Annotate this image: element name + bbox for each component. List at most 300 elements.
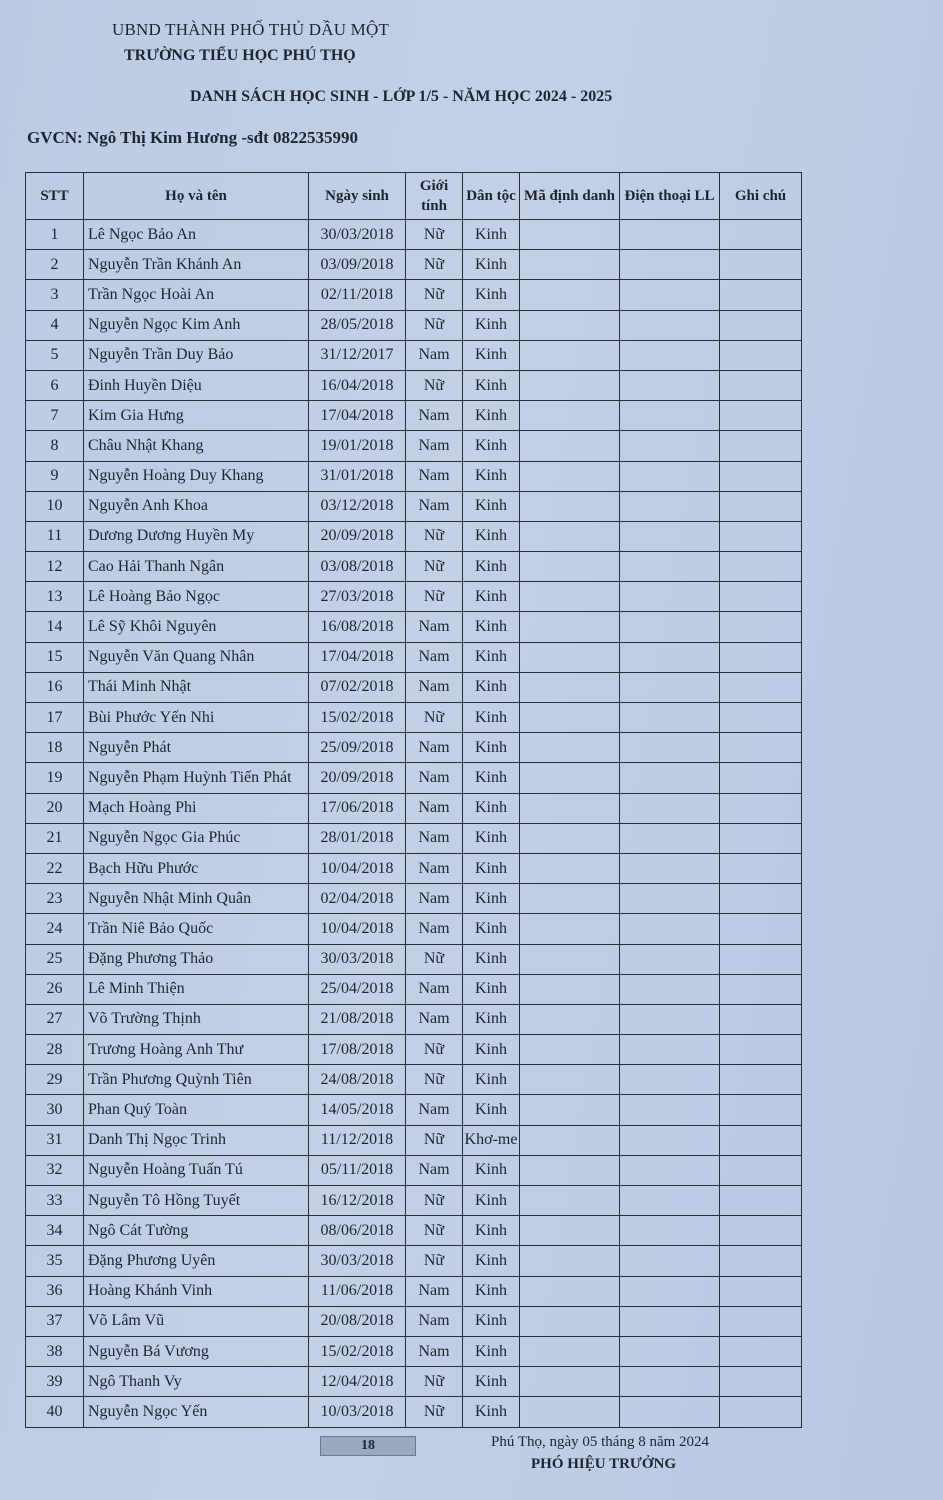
ethnic-cell: Kinh <box>463 1216 520 1246</box>
name-cell: Nguyễn Phát <box>84 733 309 763</box>
note-cell <box>720 1246 802 1276</box>
name-cell: Võ Lâm Vũ <box>84 1306 309 1336</box>
dob-cell: 10/04/2018 <box>309 853 406 883</box>
gender-cell: Nữ <box>406 1065 463 1095</box>
name-cell: Nguyễn Bá Vương <box>84 1336 309 1366</box>
gender-cell: Nam <box>406 763 463 793</box>
gender-cell: Nam <box>406 974 463 1004</box>
note-cell <box>720 521 802 551</box>
ethnic-cell: Kinh <box>463 853 520 883</box>
id-cell <box>520 823 620 853</box>
id-cell <box>520 310 620 340</box>
gender-cell: Nữ <box>406 1186 463 1216</box>
ethnic-cell: Kinh <box>463 763 520 793</box>
gender-cell: Nữ <box>406 552 463 582</box>
ethnic-cell: Kinh <box>463 552 520 582</box>
name-cell: Ngô Cát Tường <box>84 1216 309 1246</box>
gender-cell: Nam <box>406 853 463 883</box>
ethnic-cell: Kinh <box>463 1035 520 1065</box>
table-row <box>26 914 802 944</box>
phone-cell <box>620 340 720 370</box>
stt-cell: 15 <box>26 642 84 672</box>
note-cell <box>720 944 802 974</box>
ethnic-cell: Kinh <box>463 431 520 461</box>
dob-cell: 21/08/2018 <box>309 1004 406 1034</box>
ethnic-cell: Kinh <box>463 310 520 340</box>
id-cell <box>520 1004 620 1034</box>
stt-cell: 26 <box>26 974 84 1004</box>
name-cell: Trần Phương Quỳnh Tiên <box>84 1065 309 1095</box>
name-cell: Nguyễn Ngọc Gia Phúc <box>84 823 309 853</box>
dob-cell: 19/01/2018 <box>309 431 406 461</box>
phone-cell <box>620 1035 720 1065</box>
id-cell <box>520 763 620 793</box>
name-cell: Nguyễn Phạm Huỳnh Tiến Phát <box>84 763 309 793</box>
phone-cell <box>620 220 720 250</box>
gender-cell: Nam <box>406 1306 463 1336</box>
id-cell <box>520 612 620 642</box>
gender-cell: Nam <box>406 612 463 642</box>
dob-cell: 10/04/2018 <box>309 914 406 944</box>
ethnic-cell: Kinh <box>463 1246 520 1276</box>
dob-cell: 02/11/2018 <box>309 280 406 310</box>
note-cell <box>720 370 802 400</box>
note-cell <box>720 914 802 944</box>
stt-cell: 25 <box>26 944 84 974</box>
dob-cell: 27/03/2018 <box>309 582 406 612</box>
table-row <box>26 521 802 551</box>
note-cell <box>720 703 802 733</box>
phone-cell <box>620 763 720 793</box>
id-cell <box>520 974 620 1004</box>
name-cell: Lê Hoàng Bảo Ngọc <box>84 582 309 612</box>
stt-cell: 33 <box>26 1186 84 1216</box>
dob-cell: 11/06/2018 <box>309 1276 406 1306</box>
ethnic-cell: Kinh <box>463 672 520 702</box>
dob-cell: 28/01/2018 <box>309 823 406 853</box>
phone-cell <box>620 310 720 340</box>
ethnic-cell: Kinh <box>463 461 520 491</box>
table-row <box>26 642 802 672</box>
col-header-dob: Ngày sinh <box>309 173 406 220</box>
gender-cell: Nữ <box>406 280 463 310</box>
note-cell <box>720 491 802 521</box>
stt-cell: 20 <box>26 793 84 823</box>
ethnic-cell: Kinh <box>463 370 520 400</box>
stt-cell: 27 <box>26 1004 84 1034</box>
ethnic-cell: Kinh <box>463 1276 520 1306</box>
note-cell <box>720 853 802 883</box>
phone-cell <box>620 431 720 461</box>
id-cell <box>520 401 620 431</box>
note-cell <box>720 401 802 431</box>
gender-cell: Nữ <box>406 1397 463 1427</box>
gender-cell: Nữ <box>406 944 463 974</box>
table-row <box>26 1095 802 1125</box>
dob-cell: 08/06/2018 <box>309 1216 406 1246</box>
id-cell <box>520 884 620 914</box>
phone-cell <box>620 642 720 672</box>
stt-cell: 21 <box>26 823 84 853</box>
signer-title: PHÓ HIỆU TRƯỞNG <box>531 1456 677 1472</box>
stt-cell: 18 <box>26 733 84 763</box>
table-row <box>26 1306 802 1336</box>
table-row <box>26 853 802 883</box>
dob-cell: 12/04/2018 <box>309 1367 406 1397</box>
ethnic-cell: Kinh <box>463 1397 520 1427</box>
dob-cell: 16/08/2018 <box>309 612 406 642</box>
page-number: 18 <box>320 1436 416 1456</box>
phone-cell <box>620 370 720 400</box>
id-cell <box>520 370 620 400</box>
gender-cell: Nam <box>406 642 463 672</box>
name-cell: Lê Sỹ Khôi Nguyên <box>84 612 309 642</box>
ethnic-cell: Kinh <box>463 220 520 250</box>
table-row <box>26 1125 802 1155</box>
note-cell <box>720 1155 802 1185</box>
stt-cell: 6 <box>26 370 84 400</box>
dob-cell: 31/01/2018 <box>309 461 406 491</box>
col-header-phone: Điện thoại LL <box>620 173 720 220</box>
table-row <box>26 1155 802 1185</box>
table-row <box>26 1216 802 1246</box>
id-cell <box>520 582 620 612</box>
dob-cell: 03/08/2018 <box>309 552 406 582</box>
stt-cell: 2 <box>26 250 84 280</box>
stt-cell: 39 <box>26 1367 84 1397</box>
name-cell: Lê Minh Thiện <box>84 974 309 1004</box>
table-row <box>26 280 802 310</box>
stt-cell: 10 <box>26 491 84 521</box>
stt-cell: 23 <box>26 884 84 914</box>
ethnic-cell: Kinh <box>463 1336 520 1366</box>
id-cell <box>520 1095 620 1125</box>
dob-cell: 10/03/2018 <box>309 1397 406 1427</box>
gender-cell: Nam <box>406 733 463 763</box>
phone-cell <box>620 552 720 582</box>
id-cell <box>520 1397 620 1427</box>
name-cell: Đặng Phương Thảo <box>84 944 309 974</box>
name-cell: Võ Trường Thịnh <box>84 1004 309 1034</box>
stt-cell: 30 <box>26 1095 84 1125</box>
note-cell <box>720 733 802 763</box>
phone-cell <box>620 491 720 521</box>
gender-cell: Nam <box>406 1095 463 1125</box>
ethnic-cell: Kinh <box>463 521 520 551</box>
ethnic-cell: Kinh <box>463 793 520 823</box>
note-cell <box>720 250 802 280</box>
ethnic-cell: Kinh <box>463 491 520 521</box>
phone-cell <box>620 461 720 491</box>
stt-cell: 16 <box>26 672 84 702</box>
name-cell: Dương Dương Huyền My <box>84 521 309 551</box>
stt-cell: 22 <box>26 853 84 883</box>
stt-cell: 37 <box>26 1306 84 1336</box>
phone-cell <box>620 672 720 702</box>
phone-cell <box>620 1306 720 1336</box>
dob-cell: 20/08/2018 <box>309 1306 406 1336</box>
id-cell <box>520 491 620 521</box>
id-cell <box>520 1306 620 1336</box>
table-row <box>26 974 802 1004</box>
ethnic-cell: Kinh <box>463 974 520 1004</box>
name-cell: Nguyễn Văn Quang Nhân <box>84 642 309 672</box>
table-row <box>26 431 802 461</box>
phone-cell <box>620 1125 720 1155</box>
id-cell <box>520 220 620 250</box>
note-cell <box>720 793 802 823</box>
ethnic-cell: Kinh <box>463 582 520 612</box>
name-cell: Lê Ngọc Bảo An <box>84 220 309 250</box>
note-cell <box>720 280 802 310</box>
name-cell: Nguyễn Ngọc Yến <box>84 1397 309 1427</box>
stt-cell: 40 <box>26 1397 84 1427</box>
table-row <box>26 1336 802 1366</box>
document-title: DANH SÁCH HỌC SINH - LỚP 1/5 - NĂM HỌC 2024 - 2025 <box>190 88 613 105</box>
note-cell <box>720 310 802 340</box>
note-cell <box>720 431 802 461</box>
phone-cell <box>620 521 720 551</box>
dob-cell: 24/08/2018 <box>309 1065 406 1095</box>
col-header-ethnic: Dân tộc <box>463 173 520 220</box>
dob-cell: 17/04/2018 <box>309 642 406 672</box>
note-cell <box>720 1095 802 1125</box>
dob-cell: 07/02/2018 <box>309 672 406 702</box>
phone-cell <box>620 974 720 1004</box>
note-cell <box>720 1367 802 1397</box>
ethnic-cell: Kinh <box>463 642 520 672</box>
dob-cell: 20/09/2018 <box>309 521 406 551</box>
name-cell: Nguyễn Nhật Minh Quân <box>84 884 309 914</box>
phone-cell <box>620 914 720 944</box>
table-header-row <box>26 173 802 220</box>
name-cell: Đặng Phương Uyên <box>84 1246 309 1276</box>
ethnic-cell: Kinh <box>463 733 520 763</box>
note-cell <box>720 1125 802 1155</box>
dob-cell: 17/06/2018 <box>309 793 406 823</box>
gender-cell: Nam <box>406 884 463 914</box>
stt-cell: 35 <box>26 1246 84 1276</box>
gender-cell: Nam <box>406 672 463 702</box>
ethnic-cell: Kinh <box>463 250 520 280</box>
dob-cell: 16/12/2018 <box>309 1186 406 1216</box>
id-cell <box>520 461 620 491</box>
phone-cell <box>620 733 720 763</box>
name-cell: Nguyễn Ngọc Kim Anh <box>84 310 309 340</box>
dob-cell: 17/04/2018 <box>309 401 406 431</box>
note-cell <box>720 1186 802 1216</box>
ethnic-cell: Kinh <box>463 401 520 431</box>
phone-cell <box>620 823 720 853</box>
dob-cell: 15/02/2018 <box>309 1336 406 1366</box>
name-cell: Nguyễn Anh Khoa <box>84 491 309 521</box>
phone-cell <box>620 612 720 642</box>
phone-cell <box>620 944 720 974</box>
stt-cell: 5 <box>26 340 84 370</box>
dob-cell: 02/04/2018 <box>309 884 406 914</box>
id-cell <box>520 914 620 944</box>
stt-cell: 9 <box>26 461 84 491</box>
table-row <box>26 1186 802 1216</box>
note-cell <box>720 340 802 370</box>
gender-cell: Nam <box>406 1276 463 1306</box>
ethnic-cell: Kinh <box>463 944 520 974</box>
gender-cell: Nữ <box>406 521 463 551</box>
note-cell <box>720 1065 802 1095</box>
id-cell <box>520 250 620 280</box>
table-row <box>26 612 802 642</box>
name-cell: Trương Hoàng Anh Thư <box>84 1035 309 1065</box>
ethnic-cell: Kinh <box>463 280 520 310</box>
dob-cell: 25/04/2018 <box>309 974 406 1004</box>
col-header-note: Ghi chú <box>720 173 802 220</box>
ethnic-cell: Kinh <box>463 914 520 944</box>
stt-cell: 1 <box>26 220 84 250</box>
gender-cell: Nam <box>406 1155 463 1185</box>
phone-cell <box>620 582 720 612</box>
id-cell <box>520 1367 620 1397</box>
note-cell <box>720 1276 802 1306</box>
note-cell <box>720 672 802 702</box>
ethnic-cell: Kinh <box>463 1367 520 1397</box>
table-row <box>26 1397 802 1427</box>
dob-cell: 03/12/2018 <box>309 491 406 521</box>
org-line-1: UBND THÀNH PHỐ THỦ DẦU MỘT <box>112 20 390 39</box>
ethnic-cell: Kinh <box>463 1095 520 1125</box>
col-header-gender: Giới tính <box>406 173 463 220</box>
id-cell <box>520 944 620 974</box>
note-cell <box>720 582 802 612</box>
stt-cell: 34 <box>26 1216 84 1246</box>
gender-cell: Nam <box>406 431 463 461</box>
note-cell <box>720 1004 802 1034</box>
id-cell <box>520 1276 620 1306</box>
name-cell: Nguyễn Hoàng Duy Khang <box>84 461 309 491</box>
id-cell <box>520 642 620 672</box>
stt-cell: 28 <box>26 1035 84 1065</box>
name-cell: Kim Gia Hưng <box>84 401 309 431</box>
note-cell <box>720 884 802 914</box>
dob-cell: 31/12/2017 <box>309 340 406 370</box>
id-cell <box>520 703 620 733</box>
table-row <box>26 1065 802 1095</box>
gender-cell: Nam <box>406 491 463 521</box>
phone-cell <box>620 280 720 310</box>
student-table <box>25 172 802 1428</box>
gender-cell: Nữ <box>406 310 463 340</box>
stt-cell: 8 <box>26 431 84 461</box>
ethnic-cell: Kinh <box>463 1186 520 1216</box>
table-row <box>26 793 802 823</box>
phone-cell <box>620 1336 720 1366</box>
ethnic-cell: Kinh <box>463 703 520 733</box>
table-row <box>26 401 802 431</box>
note-cell <box>720 1035 802 1065</box>
dob-cell: 20/09/2018 <box>309 763 406 793</box>
table-row <box>26 491 802 521</box>
note-cell <box>720 552 802 582</box>
gender-cell: Nữ <box>406 1125 463 1155</box>
note-cell <box>720 612 802 642</box>
note-cell <box>720 1336 802 1366</box>
stt-cell: 24 <box>26 914 84 944</box>
ethnic-cell: Kinh <box>463 1155 520 1185</box>
table-row <box>26 733 802 763</box>
dob-cell: 30/03/2018 <box>309 220 406 250</box>
note-cell <box>720 1397 802 1427</box>
gender-cell: Nam <box>406 461 463 491</box>
stt-cell: 32 <box>26 1155 84 1185</box>
id-cell <box>520 1186 620 1216</box>
table-row <box>26 1276 802 1306</box>
stt-cell: 29 <box>26 1065 84 1095</box>
phone-cell <box>620 1065 720 1095</box>
id-cell <box>520 672 620 702</box>
phone-cell <box>620 1186 720 1216</box>
name-cell: Nguyễn Hoàng Tuấn Tú <box>84 1155 309 1185</box>
id-cell <box>520 340 620 370</box>
id-cell <box>520 1246 620 1276</box>
col-header-stt: STT <box>26 173 84 220</box>
ethnic-cell: Kinh <box>463 884 520 914</box>
id-cell <box>520 1035 620 1065</box>
org-line-2: TRƯỜNG TIỂU HỌC PHÚ THỌ <box>124 47 356 64</box>
id-cell <box>520 1155 620 1185</box>
phone-cell <box>620 1095 720 1125</box>
dob-cell: 30/03/2018 <box>309 944 406 974</box>
table-row <box>26 461 802 491</box>
name-cell: Trần Niê Bảo Quốc <box>84 914 309 944</box>
dob-cell: 15/02/2018 <box>309 703 406 733</box>
id-cell <box>520 1336 620 1366</box>
dob-cell: 05/11/2018 <box>309 1155 406 1185</box>
table-row <box>26 763 802 793</box>
id-cell <box>520 733 620 763</box>
phone-cell <box>620 1155 720 1185</box>
table-row <box>26 220 802 250</box>
phone-cell <box>620 401 720 431</box>
note-cell <box>720 1306 802 1336</box>
gender-cell: Nam <box>406 1336 463 1366</box>
name-cell: Hoàng Khánh Vinh <box>84 1276 309 1306</box>
gender-cell: Nam <box>406 340 463 370</box>
table-row <box>26 823 802 853</box>
name-cell: Bạch Hữu Phước <box>84 853 309 883</box>
id-cell <box>520 1065 620 1095</box>
phone-cell <box>620 1216 720 1246</box>
ethnic-cell: Kinh <box>463 340 520 370</box>
table-row <box>26 552 802 582</box>
note-cell <box>720 974 802 1004</box>
table-row <box>26 1004 802 1034</box>
name-cell: Danh Thị Ngọc Trinh <box>84 1125 309 1155</box>
stt-cell: 38 <box>26 1336 84 1366</box>
ethnic-cell: Kinh <box>463 1065 520 1095</box>
teacher-line: GVCN: Ngô Thị Kim Hương -sđt 0822535990 <box>27 128 358 147</box>
name-cell: Thái Minh Nhật <box>84 672 309 702</box>
stt-cell: 3 <box>26 280 84 310</box>
id-cell <box>520 853 620 883</box>
phone-cell <box>620 884 720 914</box>
table-row <box>26 1367 802 1397</box>
name-cell: Mạch Hoàng Phi <box>84 793 309 823</box>
table-row <box>26 370 802 400</box>
name-cell: Ngô Thanh Vy <box>84 1367 309 1397</box>
table-row <box>26 1246 802 1276</box>
table-row <box>26 672 802 702</box>
gender-cell: Nữ <box>406 703 463 733</box>
table-row <box>26 884 802 914</box>
